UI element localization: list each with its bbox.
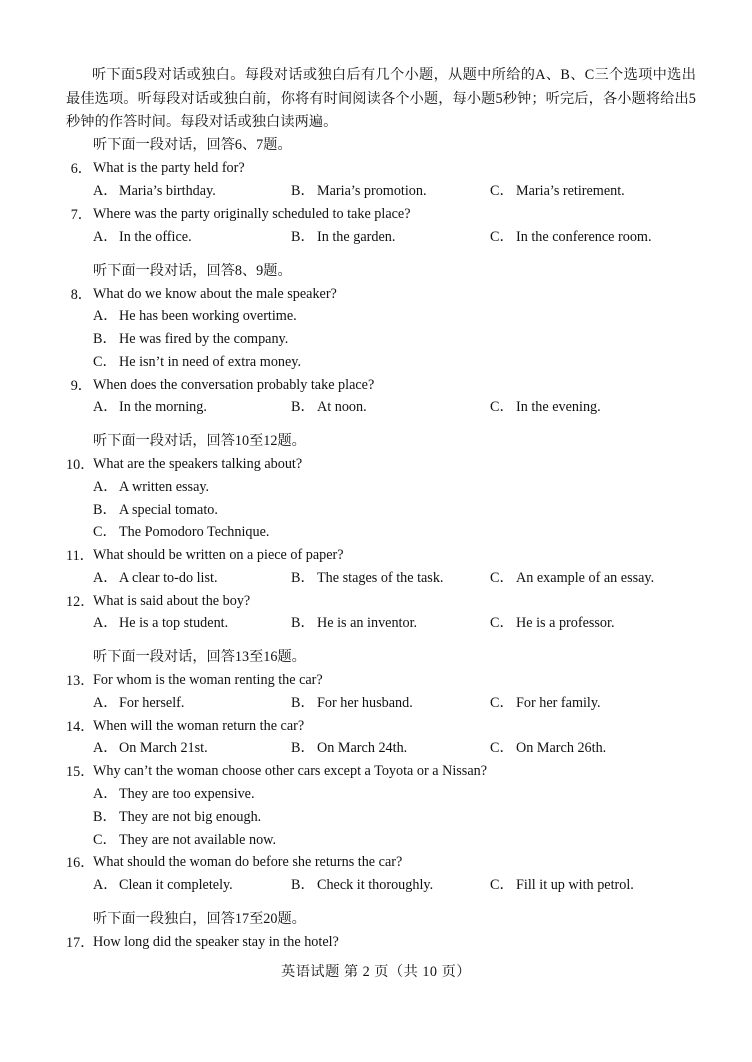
question-text: Why can’t the woman choose other cars except a Toyota or a Nissan? — [93, 763, 488, 779]
question-number: 6． — [70, 161, 92, 177]
option-b: B． He was fired by the company. — [93, 331, 289, 347]
option-c: C． Maria’s retirement. — [490, 183, 625, 199]
section-heading: 听下面一段对话，回答8、9题。 — [93, 263, 292, 279]
question-text: What are the speakers talking about? — [93, 456, 303, 472]
option-c: C． On March 26th. — [490, 740, 607, 756]
option-c: C． Fill it up with petrol. — [490, 877, 634, 893]
option-b: B． Check it thoroughly. — [291, 877, 434, 893]
section-heading: 听下面一段独白，回答17至20题。 — [93, 911, 306, 927]
option-a: A． Clean it completely. — [93, 877, 233, 893]
section-heading: 听下面一段对话，回答6、7题。 — [93, 137, 292, 153]
question-text: When will the woman return the car? — [93, 718, 305, 734]
option-c: C． In the evening. — [490, 399, 601, 415]
question-number: 12． — [66, 594, 95, 610]
option-c: C． They are not available now. — [93, 832, 277, 848]
option-b: B． For her husband. — [291, 695, 413, 711]
question-number: 7． — [70, 207, 92, 223]
option-b: B． They are not big enough. — [93, 809, 262, 825]
option-c: C． He isn’t in need of extra money. — [93, 354, 302, 370]
option-b: B． Maria’s promotion. — [291, 183, 427, 199]
question-text: Where was the party originally scheduled to take place? — [93, 206, 411, 222]
question-text: What should the woman do before she returns the car? — [93, 854, 403, 870]
question-number: 9． — [70, 378, 92, 394]
question-text: For whom is the woman renting the car? — [93, 672, 323, 688]
option-b: B． The stages of the task. — [291, 570, 444, 586]
option-a: A． In the morning. — [93, 399, 207, 415]
option-a: A． A clear to-do list. — [93, 570, 218, 586]
question-number: 16． — [66, 855, 95, 871]
option-a: A． A written essay. — [93, 479, 210, 495]
question-number: 13． — [66, 673, 95, 689]
section-heading: 听下面一段对话，回答10至12题。 — [93, 433, 306, 449]
question-text: What do we know about the male speaker? — [93, 286, 337, 302]
option-a: A． Maria’s birthday. — [93, 183, 216, 199]
option-b: B． A special tomato. — [93, 502, 218, 518]
question-number: 8． — [70, 287, 92, 303]
option-a: A． He is a top student. — [93, 615, 229, 631]
option-b: B． He is an inventor. — [291, 615, 418, 631]
option-a: A． In the office. — [93, 229, 192, 245]
option-c: C． An example of an essay. — [490, 570, 655, 586]
section-heading: 听下面一段对话，回答13至16题。 — [93, 649, 306, 665]
question-number: 17． — [66, 935, 95, 951]
option-c: C． In the conference room. — [490, 229, 652, 245]
option-c: C． The Pomodoro Technique. — [93, 524, 270, 540]
question-text: What is said about the boy? — [93, 593, 251, 609]
option-c: C． For her family. — [490, 695, 601, 711]
question-number: 15． — [66, 764, 95, 780]
option-c: C． He is a professor. — [490, 615, 615, 631]
listening-instructions: 听下面5段对话或独白。每段对话或独白后有几个小题，从题中所给的A、B、C三个选项中选出最佳选项。听每段对话或独白前，你将有时间阅读各个小题，每小题5秒钟；听完后，各小题将给出5秒钟的作答时间。每段对话或独白读两遍。 — [66, 67, 696, 130]
question-text: What is the party held for? — [93, 160, 245, 176]
question-text: How long did the speaker stay in the hotel? — [93, 934, 339, 950]
option-b: B． In the garden. — [291, 229, 396, 245]
option-b: B． At noon. — [291, 399, 367, 415]
page-footer: 英语试题 第 2 页（共 10 页） — [281, 964, 471, 980]
option-b: B． On March 24th. — [291, 740, 408, 756]
option-a: A． On March 21st. — [93, 740, 208, 756]
question-text: What should be written on a piece of paper? — [93, 547, 344, 563]
question-number: 10． — [66, 457, 95, 473]
option-a: A． He has been working overtime. — [93, 308, 297, 324]
question-number: 14． — [66, 719, 95, 735]
option-a: A． They are too expensive. — [93, 786, 255, 802]
option-a: A． For herself. — [93, 695, 185, 711]
question-number: 11． — [66, 548, 94, 564]
question-text: When does the conversation probably take place? — [93, 377, 375, 393]
